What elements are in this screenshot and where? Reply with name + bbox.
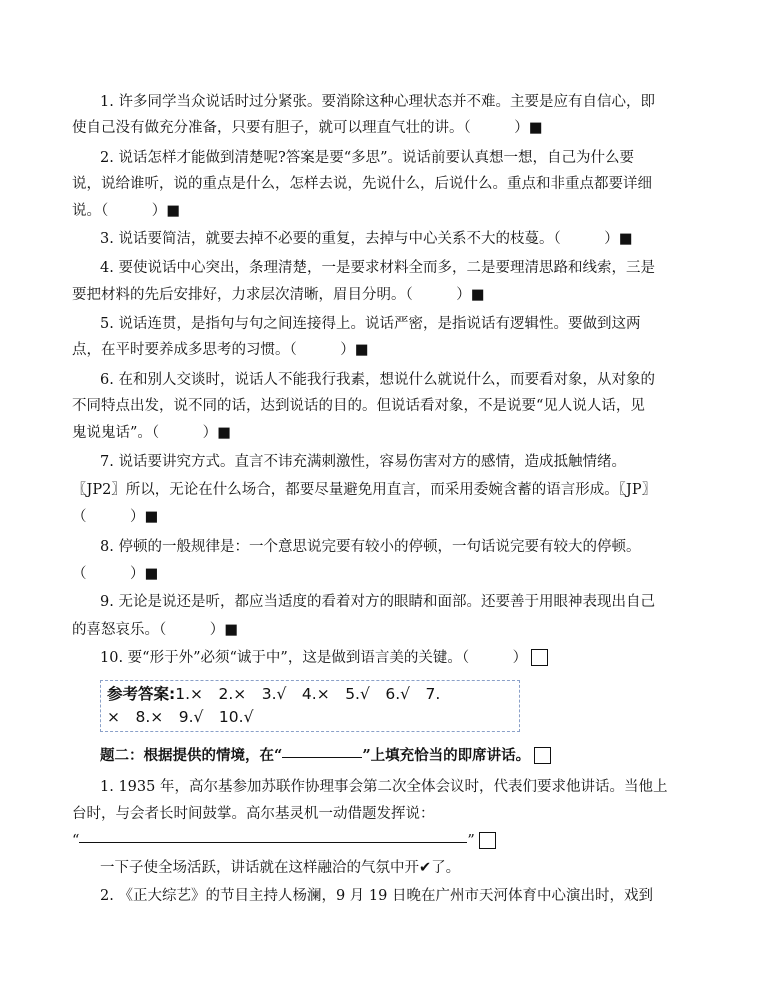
quote-close: ” xyxy=(467,833,475,849)
item-5-line-2: 点，在平时要养成多思考的习惯。（ ）■ xyxy=(72,342,369,358)
item-10-line-1 xyxy=(100,648,692,668)
para-1-line-2: 台时，与会者长时间鼓掌。高尔基灵机一动借题发挥说： xyxy=(72,806,435,822)
item-5-line-1: 5. 说话连贯，是指句与句之间连接得上。说话严密，是指说话有逻辑性。要做到这两 xyxy=(100,316,641,332)
para-1-line-1: 1. 1935 年，高尔基参加苏联作协理事会第二次全体会议时，代表们要求他讲话。当他上 xyxy=(100,779,668,795)
item-6-line-3: 鬼说鬼话”。（ ）■ xyxy=(72,425,231,441)
answer-checkbox[interactable] xyxy=(531,649,548,666)
item-6-line-1: 6. 在和别人交谈时，说话人不能我行我素，想说什么就说什么，而要看对象，从对象的 xyxy=(100,372,655,388)
para-1-line-3-pre: 一下子使全场活跃，讲话就在这样融洽的气氛中开 xyxy=(100,860,419,876)
item-3-line-1: 3. 说话要简洁，就要去掉不必要的重复，去掉与中心关系不大的枝蔓。（ ）■ xyxy=(100,231,633,247)
item-9-line-1: 9. 无论是说还是听，都应当适度的看着对方的眼睛和面部。还要善于用眼神表现出自己 xyxy=(100,594,655,610)
item-2-line-3: 说。（ ）■ xyxy=(72,203,180,219)
item-9-line-2: 的喜怒哀乐。（ ）■ xyxy=(72,622,238,638)
answers-row-2: × 8.× 9.√ 10.√ xyxy=(107,708,254,726)
speech-checkbox[interactable] xyxy=(479,832,496,849)
item-4-line-1: 4. 要使说话中心突出，条理清楚，一是要求材料全而多，二是要理清思路和线索，三是 xyxy=(100,260,655,276)
item-8-line-2: （ ）■ xyxy=(72,566,159,582)
section-2-title xyxy=(100,746,692,766)
item-10-text: 10. 要“形于外”必须“诚于中”，这是做到语言美的关键。（ ） xyxy=(100,650,528,666)
item-4-line-2: 要把材料的先后安排好，力求层次清晰，眉目分明。（ ）■ xyxy=(72,287,485,303)
answers-label: 参考答案: xyxy=(107,685,176,703)
section-2-title-pre: 题二：根据提供的情境，在“ xyxy=(100,747,283,764)
para-1-line-3 xyxy=(100,858,692,878)
answers-row-1-text: 1.× 2.× 3.√ 4.× 5.√ 6.√ 7. xyxy=(175,685,441,703)
item-2-line-1: 2. 说话怎样才能做到清楚呢?答案是要“多思”。说话前要认真想一想，自己为什么要 xyxy=(100,150,635,166)
title-blank xyxy=(282,757,362,758)
speech-fill-line xyxy=(72,831,692,851)
quote-open: “ xyxy=(72,833,80,849)
item-7-line-1: 7. 说话要讲究方式。直言不讳充满刺激性，容易伤害对方的感情，造成抵触情绪。 xyxy=(100,454,626,470)
item-6-line-2: 不同特点出发，说不同的话，达到说话的目的。但说话看对象，不是说要“见人说人话，见 xyxy=(72,398,645,414)
item-1-line-2: 使自己没有做充分准备，只要有胆子，就可以理直气壮的讲。（ ）■ xyxy=(72,120,543,136)
section-2-title-post: ”上填充恰当的即席讲话。 xyxy=(362,747,531,764)
para-1-line-3-post: 了。 xyxy=(431,860,461,876)
item-1-line-1: 1. 许多同学当众说话时过分紧张。要消除这种心理状态并不难。主要是应有自信心，即 xyxy=(100,94,655,110)
reference-answers-box xyxy=(100,680,520,732)
answers-row-1 xyxy=(107,683,513,706)
item-7-line-2: 〖JP2〗所以，无论在什么场合，都要尽量避免用直言，而采用委婉含蓄的语言形成。〖JP〗 xyxy=(72,482,657,498)
section-2-checkbox[interactable] xyxy=(534,747,551,764)
check-mark-icon: ✔ xyxy=(419,860,432,876)
item-7-line-3: （ ）■ xyxy=(72,509,159,525)
item-8-line-1: 8. 停顿的一般规律是：一个意思说完要有较小的停顿，一句话说完要有较大的停顿。 xyxy=(100,539,641,555)
speech-blank-input[interactable] xyxy=(79,842,467,843)
para-2-line-1: 2. 《正大综艺》的节目主持人杨澜，9 月 19 日晚在广州市天河体育中心演出时，戏到 xyxy=(100,888,653,904)
item-2-line-2: 说，说给谁听，说的重点是什么，怎样去说，先说什么，后说什么。重点和非重点都要详细 xyxy=(72,176,652,192)
